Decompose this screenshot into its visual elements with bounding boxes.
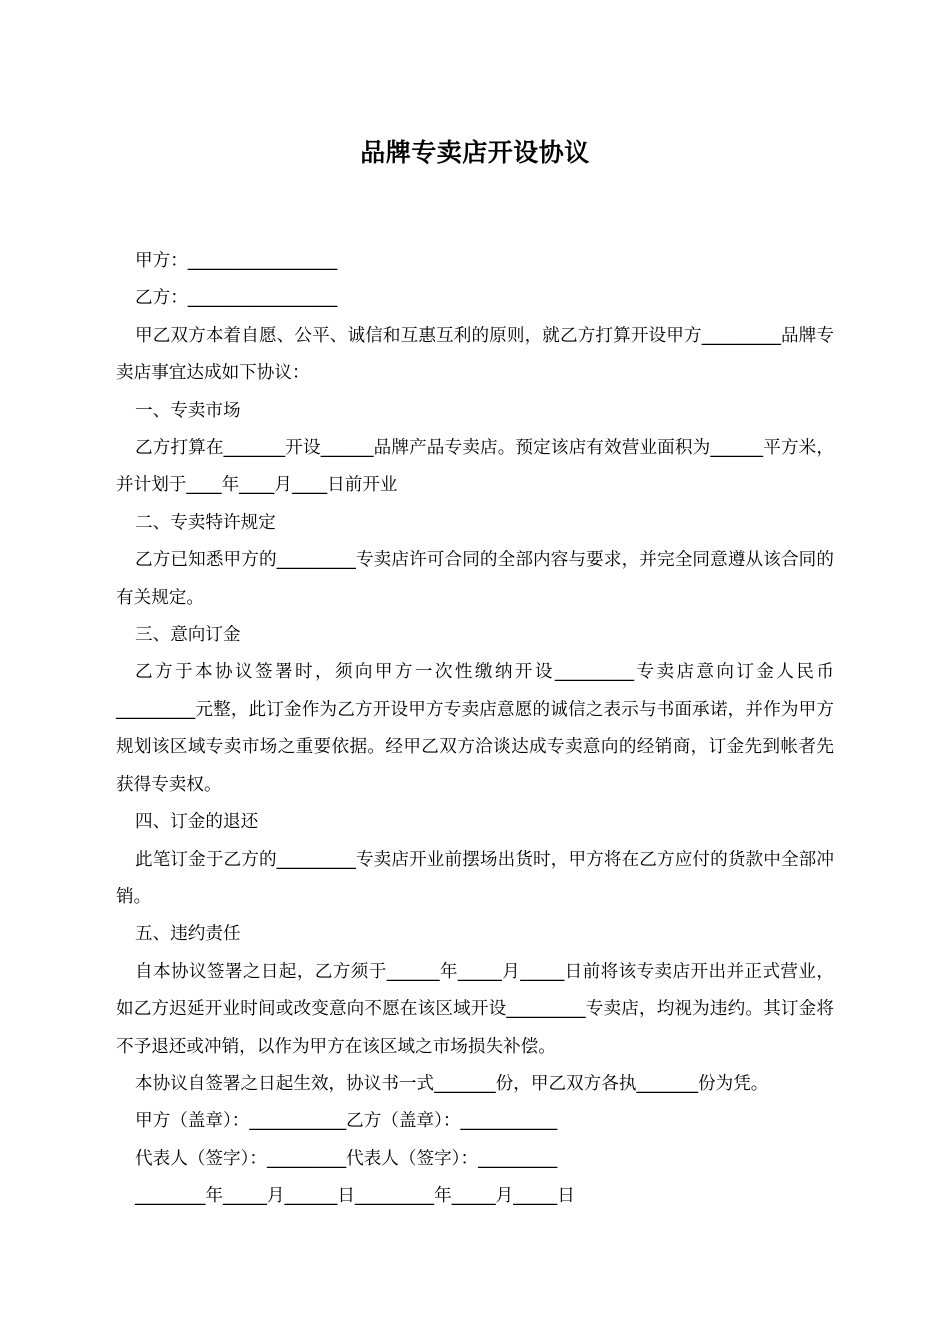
effective-clause: 本协议自签署之日起生效，协议书一式_______份，甲乙双方各执_______份为凭。 <box>135 1073 769 1094</box>
section-4-paragraph: 此笔订金于乙方的_________专卖店开业前摆场出货时，甲方将在乙方应付的货款中全部冲销。 <box>116 849 834 907</box>
party-a-line: 甲方：_________________ <box>135 251 338 271</box>
seal-line: 甲方（盖章）：___________乙方（盖章）：___________ <box>135 1111 558 1132</box>
document-title: 品牌专卖店开设协议 <box>360 138 590 167</box>
party-b-line: 乙方：_________________ <box>135 288 338 309</box>
section-5-heading: 五、违约责任 <box>135 924 241 945</box>
section-5-paragraph: 自本协议签署之日起，乙方须于______年_____月_____日前将该专卖店开出并正式营业，如乙方迟延开业时间或改变意向不愿在该区域开设_________专卖店，均视为违约。其订金将不予退还或冲销，以作为甲方在该区域之市场损失补偿。 <box>116 961 834 1057</box>
representative-signature-line: 代表人（签字）：_________代表人（签字）：_________ <box>135 1148 558 1169</box>
section-3-heading: 三、意向订金 <box>135 625 241 646</box>
intro-paragraph: 甲乙双方本着自愿、公平、诚信和互惠互利的原则，就乙方打算开设甲方_________品牌专卖店事宜达成如下协议： <box>116 325 834 384</box>
document-body <box>116 243 834 1216</box>
date-line: ________年_____月______日_________年_____月_____日 <box>135 1186 575 1207</box>
section-3-paragraph: 乙方于本协议签署时，须向甲方一次性缴纳开设_________专卖店意向订金人民币_________元整，此订金作为乙方开设甲方专卖店意愿的诚信之表示与书面承诺，并作为甲方规划该区域专卖市场之重要依据。经甲乙双方洽谈达成专卖意向的经销商，订金先到帐者先获得专卖权。 <box>116 662 834 795</box>
section-2-heading: 二、专卖特许规定 <box>135 512 276 533</box>
section-1-paragraph: 乙方打算在_______开设______品牌产品专卖店。预定该店有效营业面积为______平方米，并计划于____年____月____日前开业 <box>116 438 834 496</box>
section-1-heading: 一、专卖市场 <box>135 400 241 421</box>
section-4-heading: 四、订金的退还 <box>135 812 259 833</box>
section-2-paragraph: 乙方已知悉甲方的_________专卖店许可合同的全部内容与要求，并完全同意遵从该合同的有关规定。 <box>116 550 834 608</box>
